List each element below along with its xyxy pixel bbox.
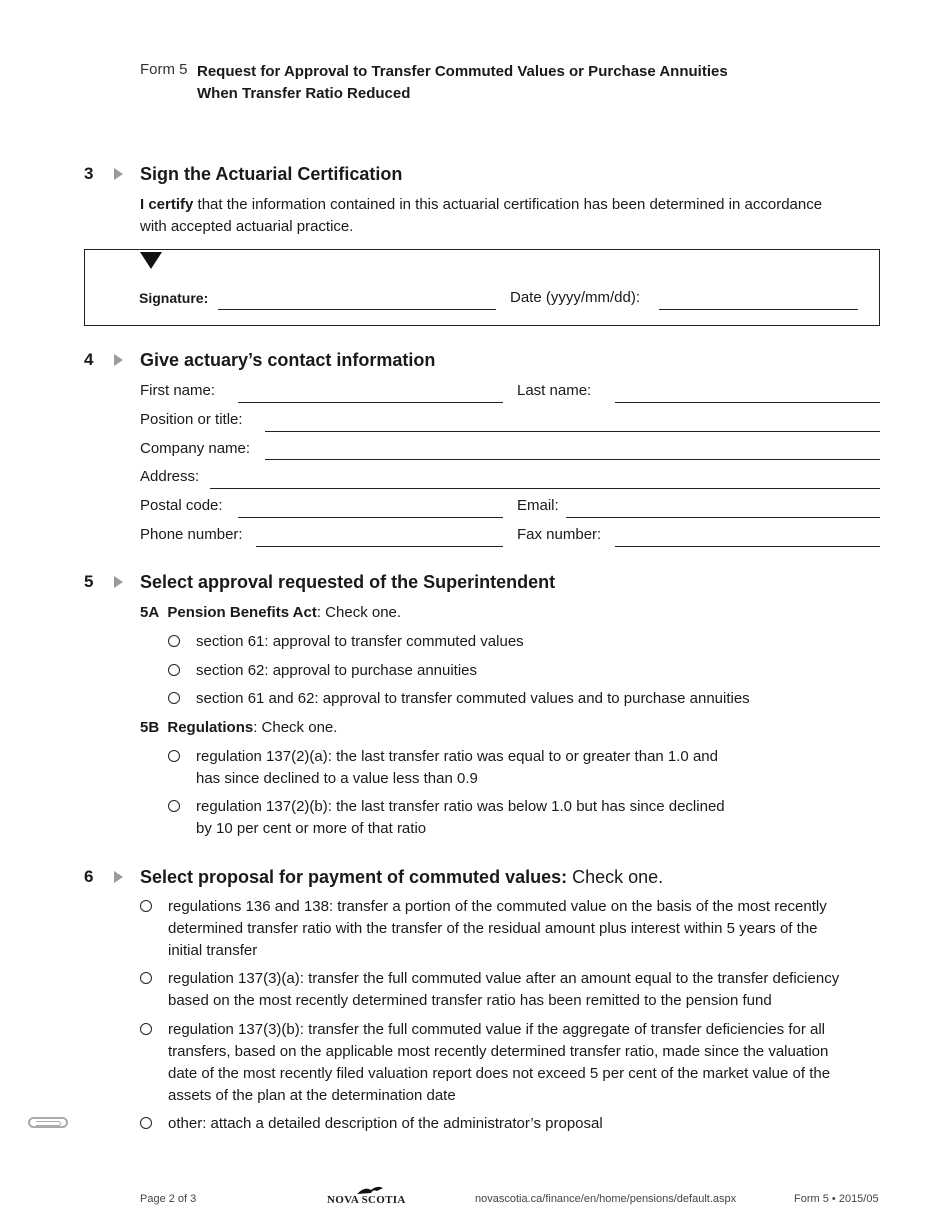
section-5b-regulations: Regulations (167, 719, 254, 736)
page-number: Page 2 of 3 (140, 1193, 197, 1205)
form-title-line-2: When Transfer Ratio Reduced (197, 85, 411, 102)
radio-5b-137-2-b[interactable] (168, 800, 180, 812)
option-6-136-138-line-1: regulations 136 and 138: transfer a portion of the commuted value on the basis of the most recently (168, 898, 827, 915)
option-5b-137-2-b (196, 796, 725, 840)
section-4-title: Give actuary’s contact information (140, 350, 436, 370)
sign-here-arrow-icon (140, 252, 162, 269)
option-6-137-3-a (168, 968, 880, 1012)
address-field[interactable] (210, 488, 880, 489)
company-label: Company name: (140, 440, 251, 457)
footer-version: 2015/05 (838, 1193, 879, 1205)
section-arrow-icon (114, 576, 123, 588)
radio-5b-137-2-a[interactable] (168, 750, 180, 762)
address-label: Address: (140, 468, 200, 485)
section-5a-label: 5A (140, 604, 160, 621)
section-5a-instruction: : Check one. (316, 604, 402, 621)
section-arrow-icon (114, 168, 123, 180)
option-6-137-3-a-line-1: regulation 137(3)(a): transfer the full commuted value after an amount equal to the transfer deficiency (168, 970, 840, 987)
logo-text: NOVA SCOTIA (327, 1194, 406, 1206)
option-6-136-138 (168, 896, 880, 962)
footer-form-version (794, 1193, 879, 1205)
option-5b-137-2-b-line-1: regulation 137(2)(b): the last transfer ratio was below 1.0 but has since declined (196, 798, 725, 815)
radio-6-137-3-b[interactable] (140, 1023, 152, 1035)
section-3-title: Sign the Actuarial Certification (140, 164, 403, 184)
option-6-136-138-line-3: initial transfer (168, 942, 258, 959)
radio-6-137-3-a[interactable] (140, 972, 152, 984)
section-6-title-bold: Select proposal for payment of commuted values: (140, 867, 568, 887)
phone-label: Phone number: (140, 526, 243, 543)
company-field[interactable] (265, 459, 880, 460)
option-6-137-3-b-line-2: transfers, based on the applicable most recently determined transfer ratio, made since the valuation (168, 1043, 829, 1060)
section-5b-instruction: : Check one. (253, 719, 338, 736)
option-5b-137-2-a-line-2: has since declined to a value less than 0.9 (196, 770, 478, 787)
first-name-label: First name: (140, 382, 216, 399)
certify-text-line-2: with accepted actuarial practice. (140, 218, 354, 235)
section-5a-heading (140, 602, 401, 624)
postal-code-label: Postal code: (140, 497, 223, 514)
certify-bold: I certify (140, 196, 194, 213)
option-5b-137-2-a-line-1: regulation 137(2)(a): the last transfer ratio was equal to or greater than 1.0 and (196, 748, 718, 765)
section-6-title (140, 867, 663, 888)
option-6-137-3-b (168, 1019, 880, 1107)
certify-text-line-1: that the information contained in this actuarial certification has been determined in accordance (193, 196, 823, 213)
option-5a-section-62: section 62: approval to purchase annuities (196, 662, 478, 679)
date-field[interactable] (659, 309, 858, 310)
first-name-field[interactable] (238, 402, 503, 403)
signature-label: Signature: (139, 290, 209, 306)
phone-field[interactable] (256, 546, 503, 547)
option-6-other: other: attach a detailed description of the administrator’s proposal (168, 1115, 603, 1132)
fax-field[interactable] (615, 546, 880, 547)
option-5b-137-2-b-line-2: by 10 per cent or more of that ratio (196, 820, 427, 837)
attachment-paperclip-icon (28, 1117, 68, 1128)
section-5-title: Select approval requested of the Superintendent (140, 572, 556, 592)
option-5a-section-61-62: section 61 and 62: approval to transfer commuted values and to purchase annuities (196, 690, 750, 707)
section-5b-heading (140, 717, 337, 739)
last-name-label: Last name: (517, 382, 592, 399)
position-label: Position or title: (140, 411, 243, 428)
section-6-instruction: Check one. (567, 867, 664, 887)
section-arrow-icon (114, 354, 123, 366)
footer-form-id: Form 5 (794, 1193, 829, 1205)
section-arrow-icon (114, 871, 123, 883)
section-6-number: 6 (84, 867, 94, 886)
radio-6-other[interactable] (140, 1117, 152, 1129)
section-3-number: 3 (84, 164, 94, 183)
option-6-137-3-b-line-1: regulation 137(3)(b): transfer the full commuted value if the aggregate of transfer deficiencies for all (168, 1021, 826, 1038)
radio-5a-section-62[interactable] (168, 664, 180, 676)
email-field[interactable] (566, 517, 880, 518)
option-6-136-138-line-2: determined transfer ratio with the transfer of the residual amount plus interest within 5 years of the (168, 920, 818, 937)
option-6-137-3-b-line-3: date of the most recently filed valuation report does not exceed 5 per cent of the market value of the (168, 1065, 831, 1082)
section-5b-label: 5B (140, 719, 160, 736)
option-6-137-3-a-line-2: based on the most recently determined transfer ratio has been remitted to the pension fund (168, 992, 772, 1009)
email-label: Email: (517, 497, 559, 514)
signature-field[interactable] (218, 309, 496, 310)
footer-bullet: • (831, 1193, 836, 1205)
fax-label: Fax number: (517, 526, 602, 543)
last-name-field[interactable] (615, 402, 880, 403)
option-5b-137-2-a (196, 746, 718, 790)
section-5-number: 5 (84, 572, 94, 591)
form-title (197, 61, 728, 105)
radio-6-136-138[interactable] (140, 900, 152, 912)
option-6-137-3-b-line-4: assets of the plan at the determination date (168, 1087, 456, 1104)
form-title-line-1: Request for Approval to Transfer Commuted Values or Purchase Annuities (197, 63, 728, 80)
section-5a-act: Pension Benefits Act (167, 604, 317, 621)
section-4-number: 4 (84, 350, 94, 369)
nova-scotia-logo (327, 1186, 407, 1206)
footer-url[interactable]: novascotia.ca/finance/en/home/pensions/default.aspx (475, 1193, 737, 1205)
radio-5a-section-61[interactable] (168, 635, 180, 647)
postal-code-field[interactable] (238, 517, 503, 518)
date-label: Date (yyyy/mm/dd): (510, 289, 641, 306)
form-number: Form 5 (140, 61, 188, 78)
position-field[interactable] (265, 431, 880, 432)
certification-statement (140, 194, 880, 238)
option-5a-section-61: section 61: approval to transfer commuted values (196, 633, 524, 650)
radio-5a-section-61-62[interactable] (168, 692, 180, 704)
